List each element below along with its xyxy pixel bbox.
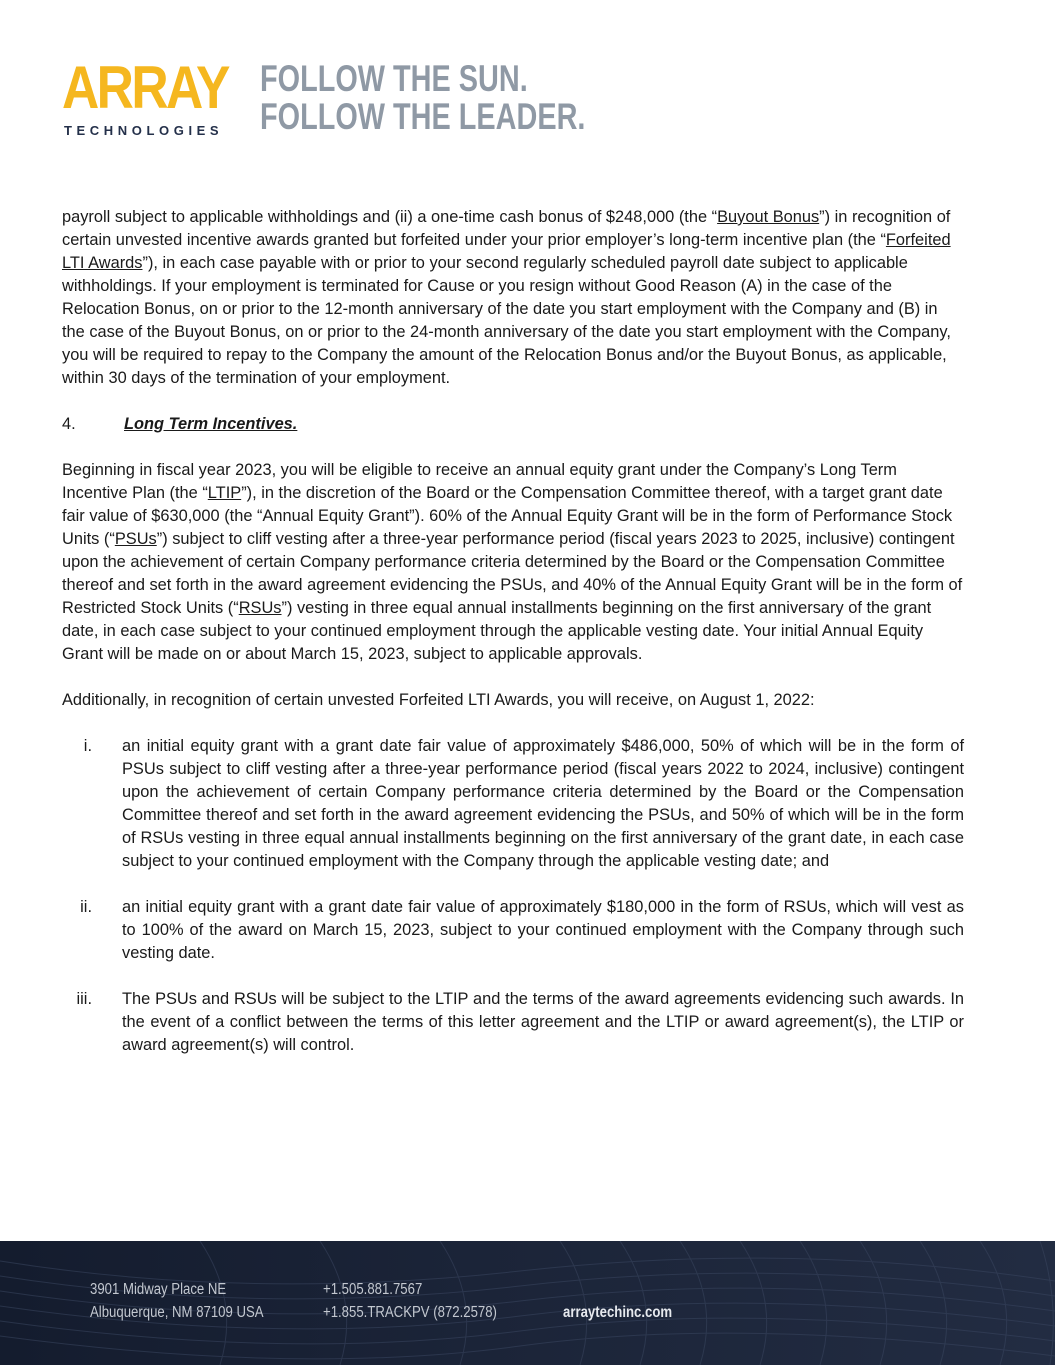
tagline-line-2: FOLLOW THE LEADER. xyxy=(260,96,586,137)
list-item-text: an initial equity grant with a grant date fair value of approximately $180,000 in the form of RSUs, which will vest as to 100% of the award on March 15, 2023, subject to your continued employment with the Company through such vesting date. xyxy=(122,898,964,962)
phone-number-2: +1.855.TRACKPV (872.2578) xyxy=(323,1304,497,1321)
list-marker: iii. xyxy=(76,990,92,1008)
letter-body xyxy=(62,206,964,1057)
defined-term-rsus: RSUs xyxy=(238,599,282,617)
list-item-text: The PSUs and RSUs will be subject to the LTIP and the terms of the award agreements evidencing such awards. In the event of a conflict between the terms of this letter agreement and the LTIP or award agreement(s), the LTIP or award agreement(s) will control. xyxy=(122,990,964,1054)
tagline xyxy=(260,60,585,136)
paragraph-annual-equity-grant: Beginning in fiscal year 2023, you will be eligible to receive an annual equity grant under the Company’s Long Term Incentive Plan (the “LTIP”), in the discretion of the Board or the Compensation Committee thereof, with a target grant date fair value of $630,000 (the “Annual Equity Grant”). 60% of the Annual Equity Grant will be in the form of Performance Stock Units (“PSUs”) subject to cliff vesting after a three-year performance period (fiscal years 2023 to 2025, inclusive) contingent upon the achievement of certain Company performance criteria determined by the Board or the Compensation Committee thereof and set forth in the award agreement evidencing the PSUs, and 40% of the Annual Equity Grant will be in the form of Restricted Stock Units (“RSUs”) vesting in three equal annual installments beginning on the first anniversary of the grant date, in each case subject to your continued employment through the applicable vesting date. Your initial Annual Equity Grant will be made on or about March 15, 2023, subject to applicable approvals. xyxy=(62,461,963,663)
letterhead xyxy=(62,54,762,148)
defined-term-ltip: LTIP xyxy=(207,484,242,502)
company-logo: ARRAY xyxy=(62,54,228,121)
footer-website-link[interactable]: arraytechinc.com xyxy=(563,1304,673,1321)
paragraph-buyout-bonus: payroll subject to applicable withholdings and (ii) a one-time cash bonus of $248,000 (the “Buyout Bonus”) in recognition of certain unvested incentive awards granted but forfeited under your prior employer’s long-term incentive plan (the “Forfeited LTI Awards”), in each case payable with or prior to your second regularly scheduled payroll date subject to applicable withholdings. If your employment is terminated for Cause or you resign without Good Reason (A) in the case of the Relocation Bonus, on or prior to the 12-month anniversary of the date you start employment with the Company and (B) in the case of the Buyout Bonus, on or prior to the 24-month anniversary of the date you start employment with the Company, you will be required to repay to the Company the amount of the Relocation Bonus and/or the Buyout Bonus, as applicable, within 30 days of the termination of your employment. xyxy=(62,208,951,387)
defined-term-buyout-bonus: Buyout Bonus xyxy=(717,208,820,226)
section-title: Long Term Incentives. xyxy=(124,415,298,433)
defined-term-psus: PSUs xyxy=(114,530,157,548)
tagline-line-1: FOLLOW THE SUN. xyxy=(260,58,528,99)
list-item xyxy=(62,896,964,965)
paragraph-additional-awards: Additionally, in recognition of certain unvested Forfeited LTI Awards, you will receive, on August 1, 2022: xyxy=(62,691,815,709)
list-marker: ii. xyxy=(80,898,92,916)
defined-term-forfeited-lti-awards: Forfeited LTI Awards xyxy=(62,231,951,272)
address-line-2: Albuquerque, NM 87109 USA xyxy=(90,1304,264,1321)
footer-address xyxy=(90,1278,264,1324)
list-item xyxy=(62,735,964,873)
company-logo-subtitle: TECHNOLOGIES xyxy=(64,123,224,138)
footer-phones xyxy=(323,1278,497,1324)
page-footer xyxy=(0,1241,1055,1365)
list-item xyxy=(62,988,964,1057)
list-marker: i. xyxy=(83,737,92,755)
address-line-1: 3901 Midway Place NE xyxy=(90,1281,227,1298)
section-number: 4. xyxy=(62,415,76,433)
list-item-text: an initial equity grant with a grant date fair value of approximately $486,000, 50% of which will be in the form of PSUs subject to cliff vesting after a three-year performance period (fiscal years 2022 to 2024, inclusive) contingent upon the achievement of certain Company performance criteria determined by the Board or the Compensation Committee thereof and set forth in the award agreement evidencing the PSUs, and 50% of which will be in the form of RSUs vesting in three equal annual installments beginning on the first anniversary of the grant date, in each case subject to your continued employment with the Company through the applicable vesting date; and xyxy=(122,737,964,870)
section-heading-4 xyxy=(62,413,964,436)
phone-number-1: +1.505.881.7567 xyxy=(323,1281,423,1298)
